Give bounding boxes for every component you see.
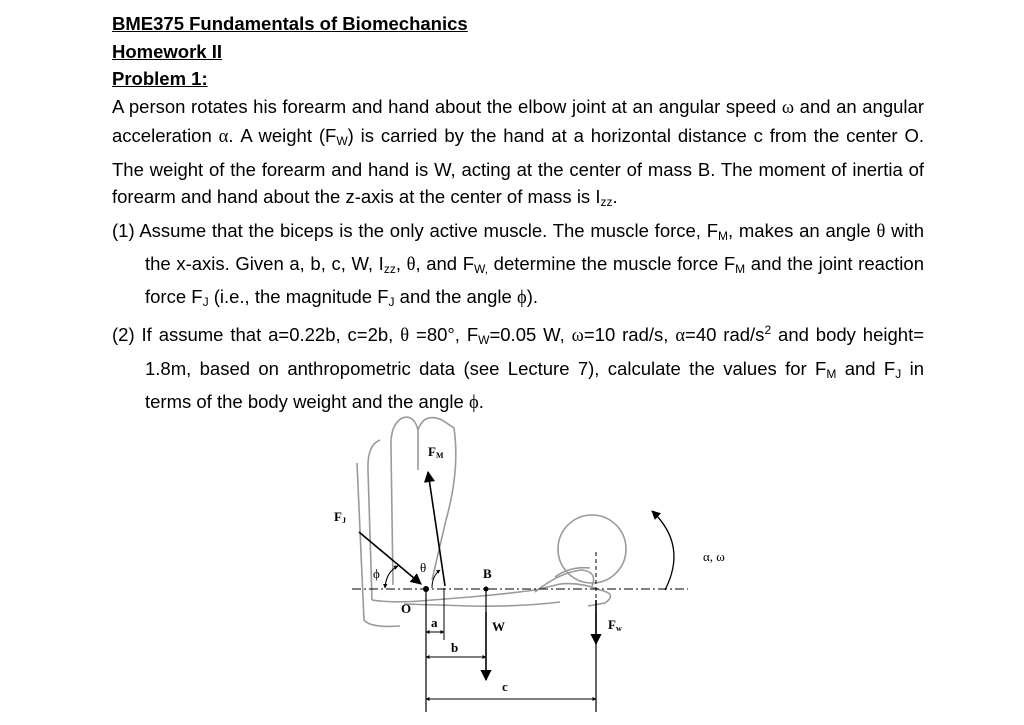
label-a: a bbox=[431, 615, 438, 630]
point-o bbox=[423, 586, 429, 592]
homework-title: Homework II bbox=[112, 40, 222, 62]
rotation-arrow bbox=[652, 511, 674, 590]
problem-title: Problem 1: bbox=[112, 68, 208, 89]
intro-paragraph: A person rotates his forearm and hand about the elbow joint at an angular speed ω and an angular acceleration α. A weight $(F_W)$ is carried by the hand at a horizontal distance c from the center O. The weight of the forearm and hand is W, acting at the center of mass B. The moment of inertia of forearm and hand about the z-axis at the center of mass is $I_{zz}$. bbox=[112, 95, 924, 210]
label-alpha-omega: α, ω bbox=[703, 549, 725, 564]
label-w: W bbox=[492, 619, 505, 634]
label-o: O bbox=[401, 601, 412, 616]
label-fj: FJ bbox=[334, 509, 346, 525]
arm-outline bbox=[357, 417, 626, 626]
course-title: BME375 Fundamentals of Biomechanics bbox=[112, 13, 468, 34]
label-b: b bbox=[451, 640, 459, 655]
muscle-force-arrow bbox=[428, 472, 445, 586]
part-1-question: (1) Assume that the biceps is the only active muscle. The muscle force, $F_M$, makes an angle θ with the x-axis. Given a, b, c, W, $I_{zz}$, θ, and $F_{W,}$ determine the muscle force $F_M$ and the joint reaction force $F_J$ (i.e., the magnitude $F_J$ and the angle ϕ). bbox=[112, 219, 924, 310]
part-2-question: (2) If assume that a=0.22b, c=2b, θ =80°, $F_W=0.05$ W, ω=10 rad/s, α=40 rad/$s^2$ and body height= 1.8m, based on anthropometric data (see Lecture 7), calculate the values for $F_M$ and $F_J$ in terms of the body weight and the angle ϕ. bbox=[112, 323, 925, 413]
label-c: c bbox=[502, 679, 508, 694]
joint-force-arrow bbox=[359, 532, 421, 584]
label-phi: ϕ bbox=[373, 566, 380, 581]
point-b bbox=[484, 587, 489, 592]
label-fm: FM bbox=[428, 444, 444, 460]
phi-angle-arc bbox=[385, 566, 398, 588]
label-b-point: B bbox=[483, 566, 492, 581]
label-fw: Fw bbox=[608, 617, 622, 633]
label-theta: θ bbox=[420, 560, 427, 575]
